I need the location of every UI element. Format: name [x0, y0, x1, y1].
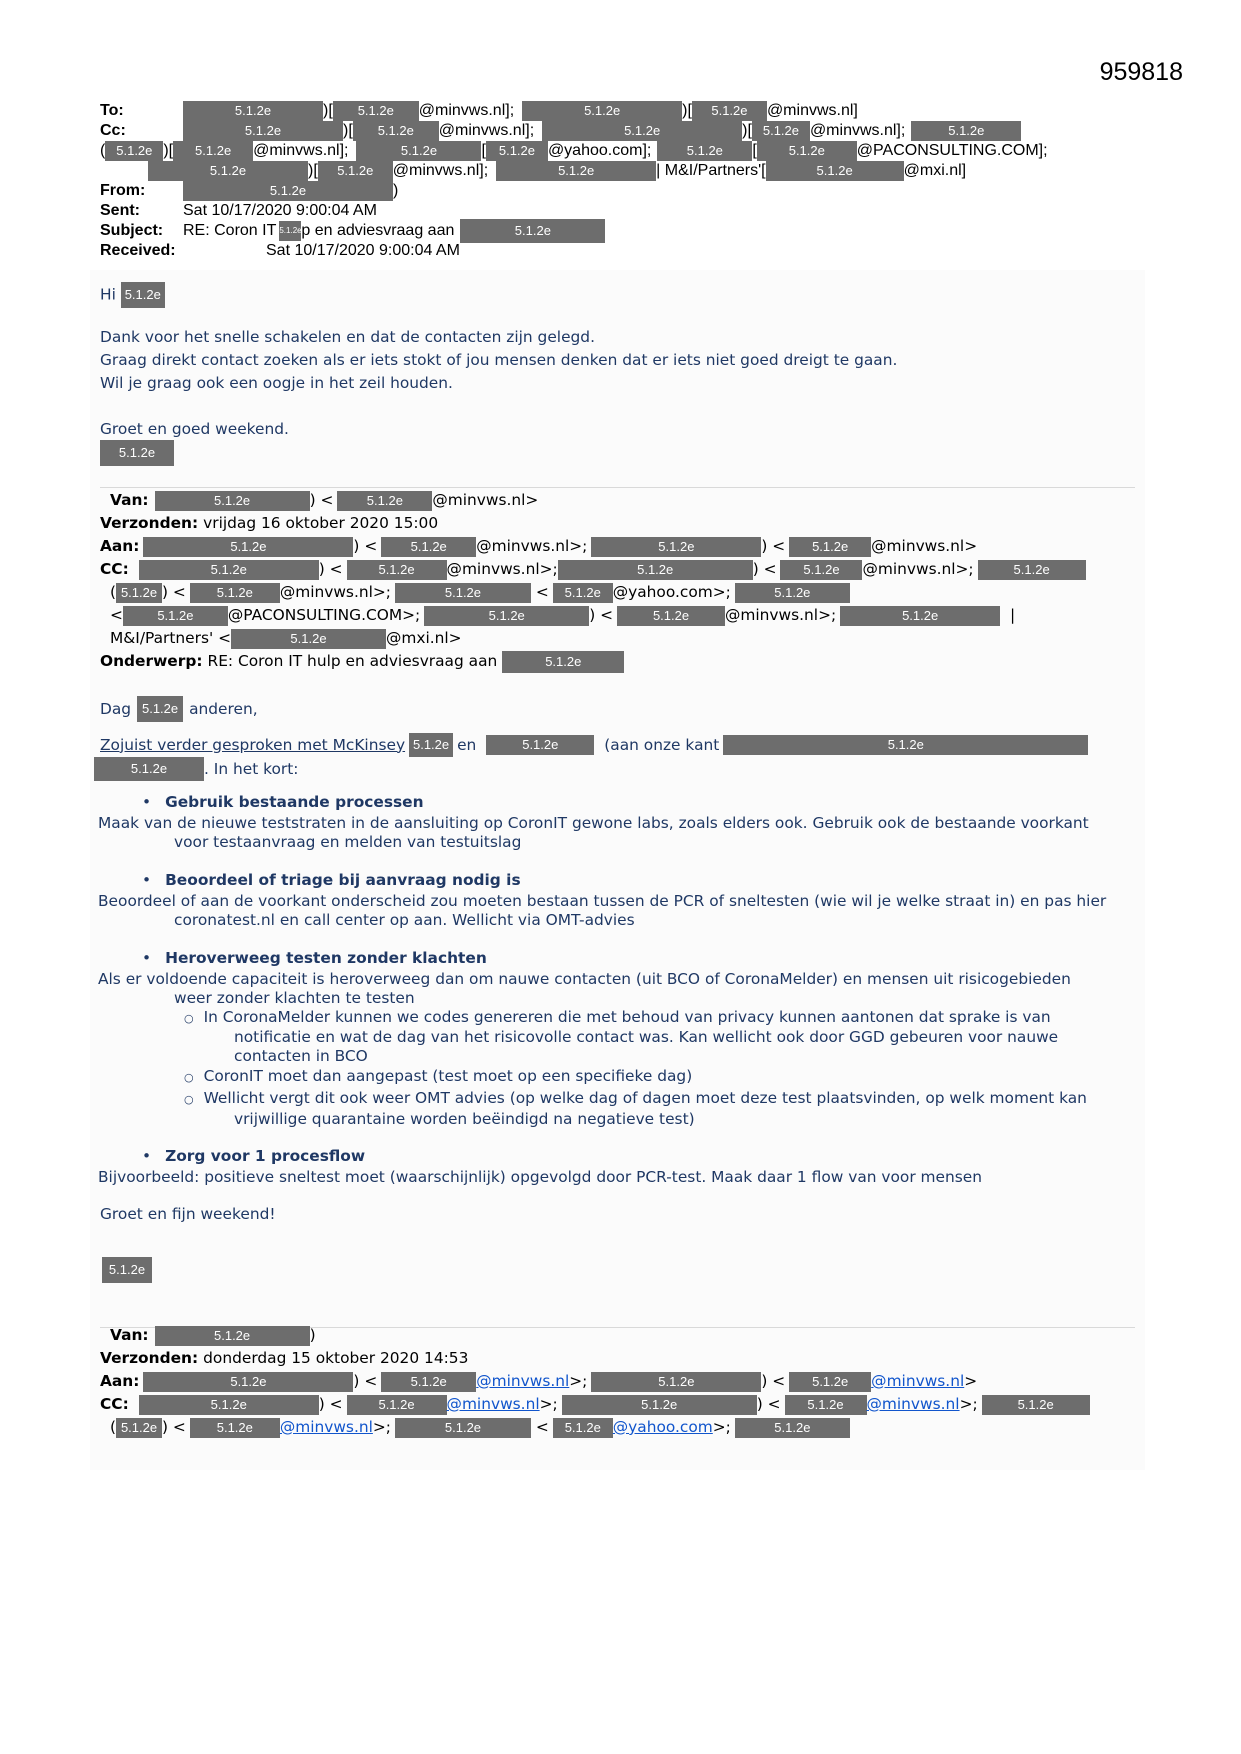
redaction: 5.1.2e: [553, 1418, 613, 1438]
redaction: 5.1.2e: [424, 606, 589, 626]
cc-row-3: 5.1.2e )[ 5.1.2e @minvws.nl]; 5.1.2e | M&I/Partners'[ 5.1.2e @mxi.nl]: [100, 161, 1140, 181]
redaction: 5.1.2e: [318, 161, 393, 181]
redaction: 5.1.2e: [123, 606, 228, 626]
email-domain: @minvws.nl];: [392, 162, 489, 179]
verzonden-value: donderdag 15 oktober 2020 14:53: [203, 1349, 469, 1367]
email-domain: @minvws.nl];: [809, 122, 906, 139]
redaction: 5.1.2e: [94, 757, 204, 781]
redaction: 5.1.2e: [789, 537, 871, 557]
redaction: 5.1.2e: [789, 1372, 871, 1392]
onderwerp-value: RE: Coron IT hulp en adviesvraag aan: [207, 652, 498, 670]
redaction: 5.1.2e: [100, 440, 174, 466]
redaction: 5.1.2e: [121, 282, 165, 308]
redaction: 5.1.2e: [460, 219, 605, 243]
redaction: 5.1.2e: [148, 161, 308, 181]
document-number: 959818: [1099, 58, 1183, 86]
reply-greeting: Hi 5.1.2e: [100, 282, 165, 308]
redaction: 5.1.2e: [173, 141, 253, 161]
redaction: 5.1.2e: [183, 181, 393, 201]
redaction: 5.1.2e: [486, 141, 548, 161]
redaction: 5.1.2e: [766, 161, 904, 181]
cc-row-2: ( 5.1.2e )[ 5.1.2e @minvws.nl]; 5.1.2e [ 5.1.2e @yahoo.com]; 5.1.2e [ 5.1.2e @PACONSULTING.COM];: [100, 142, 1048, 159]
email-domain: @PACONSULTING.COM];: [856, 142, 1048, 159]
aan-label: Aan:: [100, 1372, 140, 1390]
bullet-1: • Gebruik bestaande processen Maak van de nieuwe teststraten in de aansluiting op CoronIT gewone labs, zoals elders ook. Gebruik ook de bestaande voorkant voor testaanvraag en melden van testuitslag: [98, 793, 1089, 851]
cc-label: CC:: [100, 1395, 129, 1413]
redaction: 5.1.2e: [692, 101, 767, 121]
van-label: Van:: [110, 1326, 149, 1344]
redaction: 5.1.2e: [522, 101, 682, 121]
redaction: 5.1.2e: [333, 101, 419, 121]
email-domain: @mxi.nl]: [903, 162, 967, 179]
verzonden-label: Verzonden:: [100, 1349, 199, 1367]
redaction: 5.1.2e: [155, 491, 310, 511]
redaction: 5.1.2e: [617, 606, 725, 626]
redaction: 5.1.2e: [116, 1418, 162, 1438]
redaction: 5.1.2e: [143, 537, 353, 557]
bullet-2: • Beoordeel of triage bij aanvraag nodig is Beoordeel of aan de voorkant onderscheid zou moeten bestaan tussen de PCR of sneltesten (wie wil je welke straat in) en pas hier coronatest.nl en call center op aan. Wellicht via OMT-advies: [98, 871, 1107, 929]
redaction: 5.1.2e: [502, 651, 624, 673]
cc-row: Cc: 5.1.2e )[ 5.1.2e @minvws.nl]; 5.1.2e )[ 5.1.2e @minvws.nl]; 5.1.2e: [100, 121, 1140, 141]
aan-label: Aan:: [100, 537, 140, 555]
redaction: 5.1.2e: [231, 629, 386, 649]
redaction: 5.1.2e: [102, 1257, 152, 1283]
redaction: 5.1.2e: [347, 560, 447, 580]
redaction: 5.1.2e: [785, 1395, 867, 1415]
redaction: 5.1.2e: [395, 583, 531, 603]
redaction: 5.1.2e: [190, 1418, 280, 1438]
redaction: 5.1.2e: [116, 583, 162, 603]
redaction: 5.1.2e: [982, 1395, 1090, 1415]
redaction: 5.1.2e: [139, 560, 319, 580]
from-row: From: 5.1.2e ): [100, 182, 399, 199]
email-domain: @minvws.nl];: [418, 102, 515, 119]
email-link[interactable]: @minvws.nl: [476, 1372, 570, 1390]
redaction: 5.1.2e: [143, 1372, 353, 1392]
redaction: 5.1.2e: [139, 1395, 319, 1415]
msg2-intro: Zojuist verder gesproken met McKinsey 5.1.2e en 5.1.2e (aan onze kant 5.1.2e 5.1.2e . In het kort:: [100, 733, 1140, 781]
redaction: 5.1.2e: [190, 583, 280, 603]
email-domain: @yahoo.com];: [547, 142, 652, 159]
subject-value-2: p en adviesvraag aan: [301, 222, 455, 239]
email-link[interactable]: @minvws.nl: [871, 1372, 965, 1390]
redaction: 5.1.2e: [155, 1326, 310, 1346]
redaction: 5.1.2e: [591, 1372, 761, 1392]
separator: [100, 487, 1135, 488]
van-label: Van:: [110, 491, 149, 509]
redaction: 5.1.2e: [496, 161, 656, 181]
msg3-header: Van: 5.1.2e ) Verzonden: donderdag 15 oktober 2020 14:53 Aan: 5.1.2e ) < 5.1.2e @minvws.nl >; 5.1.2e ) < 5.1.2e @minvws.nl > CC: 5.1.2e ) < 5.1.2e @minvws.nl >; 5.1.2e ) < 5.1.2e @minvws.nl >; 5.1.2e ( 5.1.2e ) < 5.1.2e @minvws.nl >; 5.1.2e < 5.1.2e @yahoo.com >; 5.1.2e: [100, 1324, 1140, 1439]
redaction: 5.1.2e: [735, 583, 850, 603]
redaction: 5.1.2e: [356, 141, 481, 161]
redaction: 5.1.2e: [840, 606, 1000, 626]
reply-closing: Groet en goed weekend.: [100, 420, 289, 438]
redaction: 5.1.2e: [183, 121, 343, 141]
email-domain: | M&I/Partners'[: [656, 162, 766, 179]
msg2-header: Van: 5.1.2e ) < 5.1.2e @minvws.nl> Verzonden: vrijdag 16 oktober 2020 15:00 Aan: 5.1.2e ) < 5.1.2e @minvws.nl>; 5.1.2e ) < 5.1.2e @minvws.nl> CC: 5.1.2e ) < 5.1.2e @minvws.nl>; 5.1.2e ) < 5.1.2e @minvws.nl>; 5.1.2e ( 5.1.2e ) < 5.1.2e @minvws.nl>; 5.1.2e < 5.1.2e @yahoo.com>; 5.1.2e < 5.1.2e @PACONSULTING.COM>; 5.1.2e ) < 5.1.2e @minvws.nl>; 5.1.2e | M&I/Partners' < 5.1.2e @mxi.nl> Onderwerp: RE: Coron IT hulp en adviesvraag aan 5.1.2e: [100, 489, 1140, 673]
sent-row: [100, 201, 1140, 221]
redaction: 5.1.2e: [279, 221, 301, 241]
onderwerp-label: Onderwerp:: [100, 652, 203, 670]
redaction: 5.1.2e: [381, 537, 476, 557]
cc-label: CC:: [100, 560, 129, 578]
redaction: 5.1.2e: [183, 101, 323, 121]
email-domain: @minvws.nl];: [438, 122, 535, 139]
received-value: Sat 10/17/2020 9:00:04 AM: [266, 242, 460, 259]
from-label: From:: [100, 182, 146, 199]
redaction: 5.1.2e: [735, 1418, 850, 1438]
subject-label: Subject:: [100, 222, 164, 239]
sent-value: Sat 10/17/2020 9:00:04 AM: [183, 202, 377, 219]
email-link[interactable]: @minvws.nl: [279, 1418, 373, 1436]
subject-row: [100, 221, 1140, 241]
redaction: 5.1.2e: [486, 735, 594, 755]
received-row: [100, 241, 1140, 261]
redaction: 5.1.2e: [347, 1395, 447, 1415]
bullet-3: • Heroverweeg testen zonder klachten Als er voldoende capaciteit is heroverweeg dan om nauwe contacten (uit BCO of CoronaMelder) en mensen uit risicogebieden weer zonder klachten te testen ○ In CoronaMelder kunnen we codes genereren die met behoud van privacy kunnen aantonen dat sprake is van notificatie en wat de dag van het risicovolle contact was. Kan wellicht ook door GGD gebeuren voor nauwe contacten in BCO ○ CoronIT moet dan aangepast (test moet op een specifieke dag) ○ Wellicht vergt dit ook weer OMT advies (op welke dag of dagen moet deze test plaatsvinden, op welk moment kan vrijwillige quarantaine worden beëindigd na negatieve test): [98, 949, 1087, 1128]
cc-label: Cc:: [100, 122, 126, 139]
redaction: 5.1.2e: [757, 141, 857, 161]
redaction: 5.1.2e: [780, 560, 862, 580]
redaction: 5.1.2e: [978, 560, 1086, 580]
redaction: 5.1.2e: [353, 121, 439, 141]
email-link[interactable]: @yahoo.com: [612, 1418, 713, 1436]
to-row: To: 5.1.2e )[ 5.1.2e @minvws.nl]; 5.1.2e )[ 5.1.2e @minvws.nl]: [100, 102, 858, 119]
bullet-4: • Zorg voor 1 procesflow Bijvoorbeeld: positieve sneltest moet (waarschijnlijk) opgevolgd door PCR-test. Maak daar 1 flow van voor mensen: [98, 1147, 983, 1186]
verzonden-label: Verzonden:: [100, 514, 199, 532]
redaction: 5.1.2e: [137, 696, 183, 722]
redaction: 5.1.2e: [591, 537, 761, 557]
reply-body: Dank voor het snelle schakelen en dat de contacten zijn gelegd. Graag direkt contact zoeken als er iets stokt of jou mensen denken dat er iets niet goed dreigt te gaan. Wil je graag ook een oogje in het zeil houden.: [100, 328, 898, 392]
redaction: 5.1.2e: [558, 560, 753, 580]
redaction: 5.1.2e: [395, 1418, 531, 1438]
redaction: 5.1.2e: [752, 121, 810, 141]
email-link[interactable]: @minvws.nl: [866, 1395, 960, 1413]
msg2-closing: Groet en fijn weekend!: [100, 1205, 276, 1223]
email-link[interactable]: @minvws.nl: [446, 1395, 540, 1413]
redaction: 5.1.2e: [657, 141, 752, 161]
email-domain: @minvws.nl]: [766, 102, 858, 119]
msg2-salutation: Dag 5.1.2e anderen,: [100, 696, 258, 722]
email-domain: @minvws.nl];: [253, 142, 349, 159]
received-label: Received:: [100, 242, 176, 259]
redaction: 5.1.2e: [553, 583, 613, 603]
sent-label: Sent:: [100, 202, 140, 219]
redaction: 5.1.2e: [381, 1372, 476, 1392]
subject-value: RE: Coron IT: [183, 222, 277, 239]
redaction: 5.1.2e: [337, 491, 432, 511]
redaction: 5.1.2e: [409, 733, 453, 757]
redaction: 5.1.2e: [105, 141, 163, 161]
email-header: [100, 101, 1140, 261]
redaction: 5.1.2e: [562, 1395, 757, 1415]
verzonden-value: vrijdag 16 oktober 2020 15:00: [203, 514, 439, 532]
redaction: 5.1.2e: [542, 121, 742, 141]
to-label: To:: [100, 102, 124, 119]
redaction: 5.1.2e: [723, 735, 1088, 755]
redaction: 5.1.2e: [911, 121, 1021, 141]
